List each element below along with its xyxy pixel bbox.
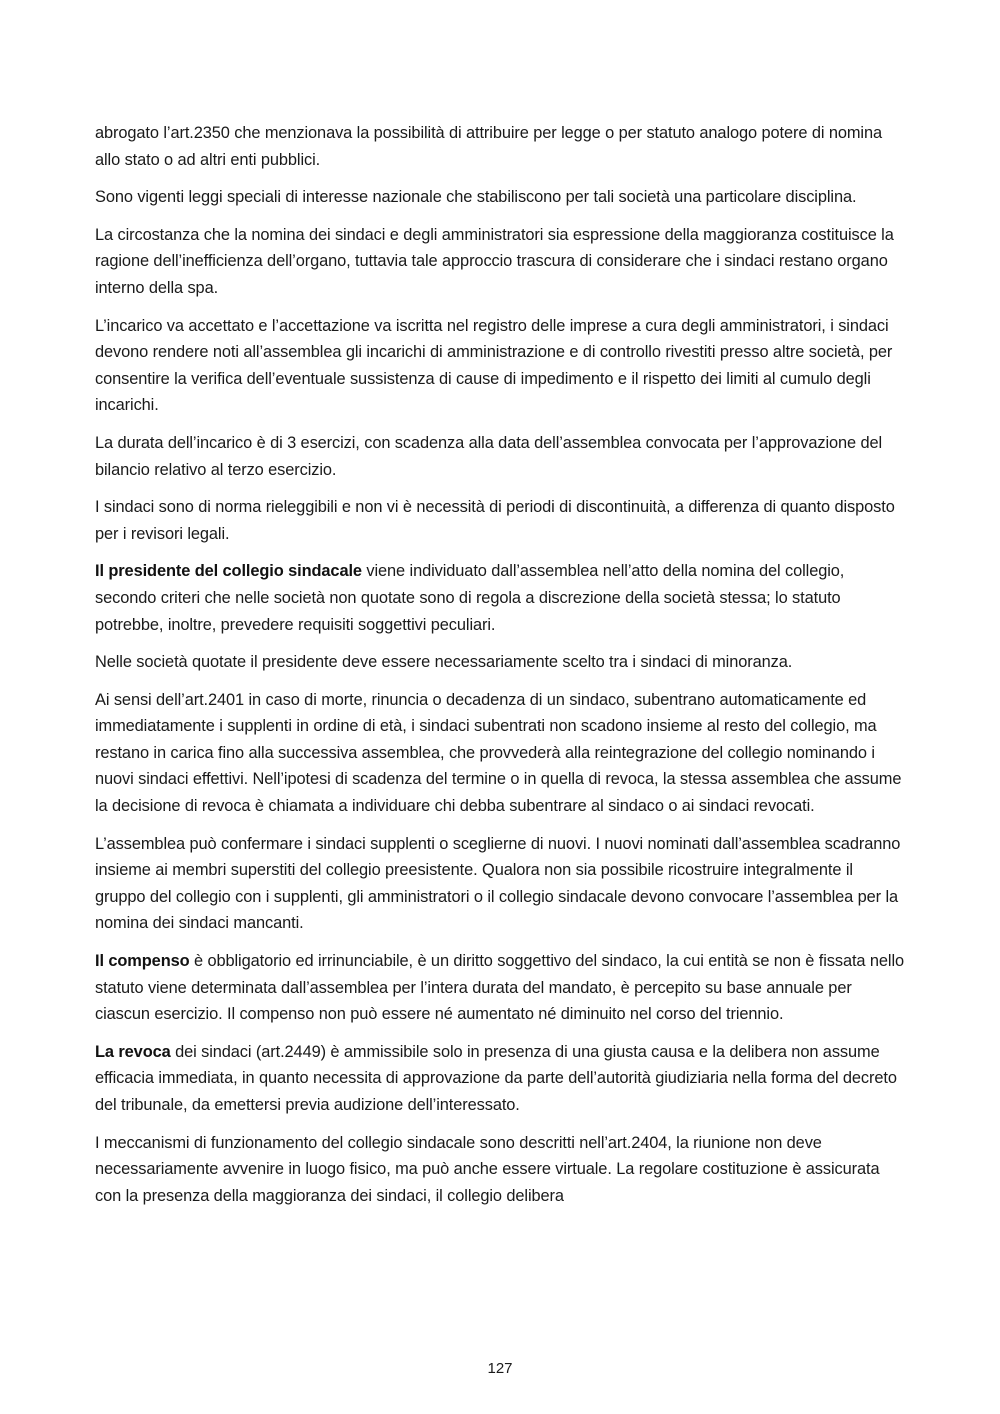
paragraph-text: è obbligatorio ed irrinunciabile, è un diritto soggettivo del sindaco, la cui entità se non è fissata nello statuto viene determinata dall’assemblea per l’intera durata del mandato, è percepito su base annuale per ciascun esercizio. Il compenso non può essere né aumentato né diminuito nel corso del triennio. xyxy=(95,952,905,1024)
paragraph-text: viene individuato dall’assemblea nell’atto della nomina del collegio, secondo criteri che nelle società non quotate sono di regola a discrezione della società stessa; lo statuto potrebbe, inoltre, prevedere requisiti soggettivi peculiari. xyxy=(95,562,845,634)
paragraph-4 xyxy=(95,313,905,419)
paragraph-5 xyxy=(95,430,905,483)
page-number: 127 xyxy=(487,1360,513,1377)
paragraph-text: Nelle società quotate il presidente deve essere necessariamente scelto tra i sindaci di minoranza. xyxy=(95,653,793,672)
paragraph-text: La durata dell’incarico è di 3 esercizi, con scadenza alla data dell’assemblea convocata per l’approvazione del bilancio relativo al terzo esercizio. xyxy=(95,433,883,479)
paragraph-6 xyxy=(95,494,905,547)
paragraph-text: Ai sensi dell’art.2401 in caso di morte, rinuncia o decadenza di un sindaco, subentrano automaticamente ed immediatamente i supplenti in ordine di età, i sindaci subentrati non scadono insieme al resto del collegio, ma restano in carica fino alla successiva assemblea, che provvederà alla reintegrazione del collegio nominando i nuovi sindaci effettivi. Nell’ipotesi di scadenza del termine o in quella di revoca, la stessa assemblea che assume la decisione di revoca è chiamata a individuare chi debba subentrare al sindaco o ai sindaci revocati. xyxy=(95,690,902,816)
paragraph-revoca xyxy=(95,1039,905,1119)
page-body xyxy=(95,120,905,1220)
paragraph-13 xyxy=(95,1130,905,1210)
paragraph-compenso xyxy=(95,948,905,1028)
paragraph-10 xyxy=(95,831,905,937)
paragraph-bold-lead: Il compenso xyxy=(95,952,190,971)
paragraph-text: La circostanza che la nomina dei sindaci e degli amministratori sia espressione della maggioranza costituisce la ragione dell’inefficienza dell’organo, tuttavia tale approccio trascura di considerare che i sindaci restano organo interno della spa. xyxy=(95,225,894,297)
paragraph-text: L’assemblea può confermare i sindaci supplenti o sceglierne di nuovi. I nuovi nominati dall’assemblea scadranno insieme ai membri superstiti del collegio preesistente. Qualora non sia possibile ricostruire integralmente il gruppo del collegio con i supplenti, gli amministratori o il collegio sindacale devono convocare l’assemblea per la nomina dei sindaci mancanti. xyxy=(95,834,901,933)
paragraph-bold-lead: La revoca xyxy=(95,1042,171,1061)
paragraph-text: Sono vigenti leggi speciali di interesse nazionale che stabiliscono per tali società una particolare disciplina. xyxy=(95,188,857,207)
paragraph-text: L’incarico va accettato e l’accettazione va iscritta nel registro delle imprese a cura degli amministratori, i sindaci devono rendere noti all’assemblea gli incarichi di amministrazione e di controllo rivestiti presso altre società, per consentire la verifica dell’eventuale sussistenza di cause di impedimento e il rispetto dei limiti al cumulo degli incarichi. xyxy=(95,316,893,415)
paragraph-8 xyxy=(95,649,905,676)
paragraph-text: dei sindaci (art.2449) è ammissibile solo in presenza di una giusta causa e la delibera non assume efficacia immediata, in quanto necessita di approvazione da parte dell’autorità giudiziaria nella forma del decreto del tribunale, da emettersi previa audizione dell’interessato. xyxy=(95,1042,897,1114)
paragraph-text: abrogato l’art.2350 che menzionava la possibilità di attribuire per legge o per statuto analogo potere di nomina allo stato o ad altri enti pubblici. xyxy=(95,124,882,169)
paragraph-text: I meccanismi di funzionamento del collegio sindacale sono descritti nell’art.2404, la riunione non deve necessariamente avvenire in luogo fisico, ma può anche essere virtuale. La regolare costituzione è assicurata con la presenza della maggioranza dei sindaci, il collegio delibera xyxy=(95,1133,880,1205)
paragraph-text: I sindaci sono di norma rieleggibili e non vi è necessità di periodi di discontinuità, a differenza di quanto disposto per i revisori legali. xyxy=(95,498,895,543)
paragraph-presidente xyxy=(95,558,905,638)
paragraph-9 xyxy=(95,687,905,820)
paragraph-bold-lead: Il presidente del collegio sindacale xyxy=(95,562,362,581)
paragraph-2 xyxy=(95,184,905,211)
paragraph-1 xyxy=(95,120,905,173)
paragraph-3 xyxy=(95,222,905,302)
